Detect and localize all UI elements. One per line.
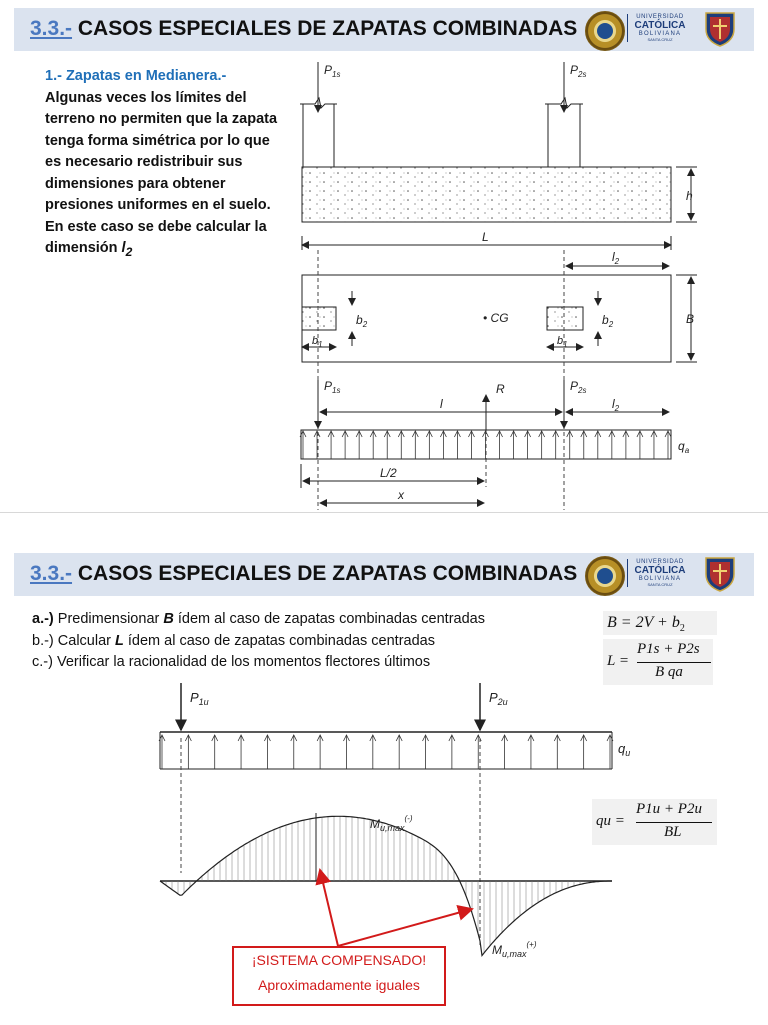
footing-elevation — [302, 167, 671, 222]
svg-text:x: x — [398, 488, 404, 502]
university-logo-text: UNIVERSIDAD CATÓLICA BOLIVIANA SANTA CRUZ — [627, 559, 692, 587]
svg-text:P1s: $P_{1s}$ — [324, 63, 341, 79]
load-p1s-lower — [318, 379, 340, 428]
moment-curve — [160, 813, 612, 959]
svg-text:qa: $q_a$ — [678, 439, 690, 455]
svg-text:B: B — [686, 312, 695, 326]
formula-qu: qu = P1u + P2u BL — [592, 799, 717, 845]
intro-paragraph: Algunas veces los límites del terreno no permiten que la zapata tenga forma simétrica por lo que es necesario redistribuir sus dimensiones para obtener presiones uniformes en el suelo. En este caso se debe calcular la dimensión — [45, 89, 278, 256]
svg-text:h: h — [686, 189, 693, 203]
section-subtitle: 1.- Zapatas en Medianera.- — [45, 68, 227, 84]
svg-text:P1s: $P_{1s}$ — [324, 379, 341, 395]
svg-text:l: l — [440, 397, 443, 411]
svg-text:Mu,max(+): $M_{u,max}^{(+)}$ — [492, 940, 537, 959]
section-number: 3.3.- — [30, 562, 73, 585]
load-p1u — [181, 683, 209, 730]
university-logo-text: UNIVERSIDAD CATÓLICA BOLIVIANA SANTA CRUZ — [627, 14, 692, 42]
formula-B: $B = 2V + b_2$ — [603, 611, 717, 635]
title-text: CASOS ESPECIALES DE ZAPATAS COMBINADAS — [77, 562, 578, 585]
svg-text:P2u: $P_{2u}$ — [489, 690, 508, 707]
slide-2 — [0, 512, 768, 1025]
svg-text:l2: $l_2$ — [612, 250, 620, 266]
callout-line-1: ¡SISTEMA COMPENSADO! — [251, 952, 427, 968]
dimension-symbol: l — [121, 240, 126, 256]
dimension-L — [302, 230, 671, 250]
dimension-L-half — [301, 464, 484, 488]
title-text: CASOS ESPECIALES DE ZAPATAS COMBINADAS — [77, 17, 578, 40]
callout-line-2: Aproximadamente iguales — [258, 977, 420, 993]
svg-text:b2: $b_2$ — [356, 313, 368, 329]
section-number: 3.3.- — [30, 17, 73, 40]
svg-text:b2: $b_2$ — [602, 313, 614, 329]
resultant-R — [486, 382, 505, 487]
svg-text:P2s: $P_{2s}$ — [570, 379, 587, 395]
step-a: a.-) Predimensionar B ídem al caso de zapatas combinadas centradas — [32, 611, 485, 627]
svg-text:L: L — [482, 230, 489, 244]
svg-text:b1: $b_1$ — [557, 335, 568, 349]
step-b: b.-) Calcular L ídem al caso de zapatas combinadas centradas — [32, 632, 435, 649]
svg-text:Mu,max(-): $M_{u,max}^{(-)}$ — [370, 814, 413, 833]
intro-text: 1.- Zapatas en Medianera.- Algunas veces los límites del terreno no permiten que la zapata tenga forma simétrica por lo que es necesario redistribuir sus dimensiones para obtener presiones uniformes en el suelo. En este caso se debe calcular la dimensión $l_2$ — [45, 66, 283, 263]
svg-text:b1: $b_1$ — [312, 335, 323, 349]
footing-diagram — [0, 0, 768, 512]
dimension-B — [676, 275, 697, 362]
dimension-l2-top — [566, 250, 669, 266]
dimension-h — [676, 167, 697, 222]
dimension-l — [320, 397, 562, 412]
svg-text:P1u: $P_{1u}$ — [190, 690, 209, 707]
dimension-l2-bottom — [566, 397, 669, 413]
ultimate-pressure-diagram — [159, 732, 630, 769]
formula-L: L = P1s + P2s B qa — [603, 639, 713, 685]
svg-text:l2: $l_2$ — [612, 397, 620, 413]
svg-text:P2s: $P_{2s}$ — [570, 63, 587, 79]
load-p2s-lower — [564, 379, 586, 428]
centroid-label: • CG — [483, 311, 509, 325]
soil-pressure-diagram — [300, 430, 690, 459]
step-c: c.-) Verificar la racionalidad de los momentos flectores últimos — [32, 654, 431, 670]
slide-1 — [0, 0, 768, 512]
dimension-x — [320, 488, 484, 503]
compensated-system-callout — [232, 946, 446, 1006]
svg-text:R: R — [496, 382, 505, 396]
svg-text:qu: $q_u$ — [618, 741, 631, 758]
load-p2u — [480, 683, 508, 730]
svg-text:L/2: L/2 — [380, 466, 397, 480]
